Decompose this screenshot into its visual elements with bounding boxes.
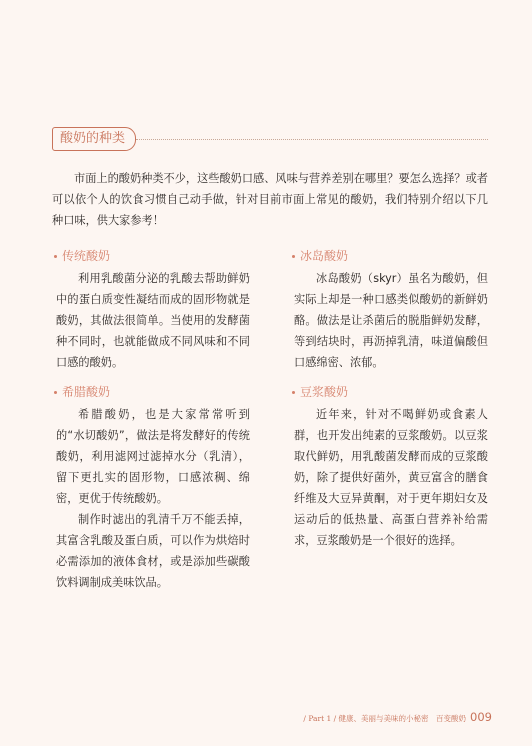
item-paragraph: 希腊酸奶，也是大家常常听到的“水切酸奶”，做法是将发酵好的传统酸奶，利用滤网过滤掉水分（乳清），留下更扎实的固形物，口感浓稠、绵密，更优于传统酸奶。 — [56, 408, 250, 505]
bullet-dot-icon — [292, 255, 295, 258]
item-title — [292, 247, 488, 265]
item-title-text: 希腊酸奶 — [62, 385, 111, 399]
item-title-text: 传统酸奶 — [62, 249, 111, 263]
item-title-text: 冰岛酸奶 — [300, 249, 349, 263]
item-title — [54, 247, 250, 265]
item-paragraph: 利用乳酸菌分泌的乳酸去帮助鲜奶中的蛋白质变性凝结而成的固形物就是酸奶，其做法很简单。当使用的发酵菌种不同时，也就能做成不同风味和不同口感的酸奶。 — [56, 272, 250, 369]
item-paragraph: 冰岛酸奶（skyr）虽名为酸奶，但实际上却是一种口感类似酸奶的新鲜奶酪。做法是让杀菌后的脱脂鲜奶发酵，等到结块时，再沥掉乳清，味道偏酸但口感绵密、浓郁。 — [294, 272, 488, 369]
item-paragraph: 制作时滤出的乳清千万不能丢掉，其富含乳酸及蛋白质，可以作为烘焙时必需添加的液体食材，或是添加些碳酸饮料调制成美味饮品。 — [56, 513, 250, 589]
item-title-text: 豆浆酸奶 — [300, 385, 349, 399]
section-title: 酸奶的种类 — [52, 127, 136, 151]
item-icelandic-yogurt — [292, 247, 488, 373]
section-header — [52, 127, 488, 151]
intro-paragraph: 市面上的酸奶种类不少，这些酸奶口感、风味与营养差别在哪里？要怎么选择？或者可以依个人的饮食习惯自己动手做，针对目前市面上常见的酸奶，我们特别介绍以下几种口味，供大家参考！ — [52, 172, 488, 227]
page-number: 009 — [470, 710, 492, 724]
item-title — [54, 383, 250, 401]
item-greek-yogurt — [54, 383, 250, 593]
bullet-dot-icon — [292, 391, 295, 394]
page-footer — [303, 710, 492, 724]
bullet-dot-icon — [54, 391, 57, 394]
bullet-dot-icon — [54, 255, 57, 258]
item-soymilk-yogurt — [292, 383, 488, 551]
item-traditional-yogurt — [54, 247, 250, 373]
footer-running-title: / Part 1 / 健康、美丽与美味的小秘密 百变酸奶 — [303, 714, 467, 723]
section-divider — [136, 139, 488, 140]
item-title — [292, 383, 488, 401]
item-paragraph: 近年来，针对不喝鲜奶或食素人群，也开发出纯素的豆浆酸奶。以豆浆取代鲜奶，用乳酸菌发酵而成的豆浆酸奶，除了提供好菌外，黄豆富含的膳食纤维及大豆异黄酮，对于更年期妇女及运动后的低热量、高蛋白营养补给需求，豆浆酸奶是一个很好的选择。 — [294, 408, 488, 547]
